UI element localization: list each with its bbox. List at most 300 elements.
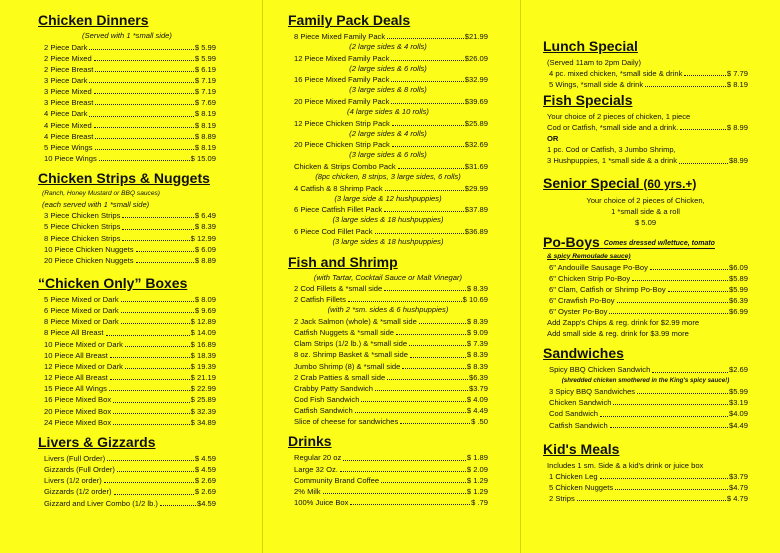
item-name: 2 Crab Patties & small side: [294, 372, 386, 382]
item-name: 2 Jack Salmon (whole) & *small side: [294, 316, 417, 326]
menu-item: [288, 139, 488, 150]
section-title: Kid's Meals: [543, 440, 620, 457]
leader-dots: [684, 68, 726, 76]
item-name: 4 pc. mixed chicken, *small side & drink: [549, 69, 683, 78]
leader-dots: [355, 405, 466, 413]
menu-item: [38, 316, 216, 327]
leader-dots: [392, 139, 464, 147]
menu-item-list: [38, 42, 216, 165]
item-price: $ 8.89: [194, 131, 216, 141]
menu-item: [543, 306, 748, 317]
menu-item: [38, 464, 216, 475]
item-name: 12 Piece Mixed or Dark: [44, 361, 123, 371]
section-note: (each served with 1 *small side): [42, 199, 150, 209]
leader-dots: [645, 79, 726, 87]
item-price: $ 6.49: [194, 211, 216, 221]
leader-dots: [387, 31, 464, 39]
po-boy-addon: Add Zapp's Chips & reg. drink for $2.99 more: [547, 318, 700, 328]
leader-dots: [121, 294, 194, 302]
leader-dots: [89, 42, 193, 50]
menu-item: [288, 464, 488, 475]
item-name: 2% Milk: [294, 486, 321, 496]
menu-item-list: [38, 210, 216, 266]
item-name: 16 Piece Mixed Box: [44, 395, 112, 405]
item-name: 16 Piece Mixed Family Pack: [294, 75, 390, 85]
item-price: $ 8.19: [194, 109, 216, 119]
menu-item-list: [288, 283, 488, 427]
leader-dots: [160, 498, 196, 506]
item-name: 12 Piece Mixed Family Pack: [294, 53, 390, 63]
leader-dots: [402, 361, 466, 369]
menu-item: [288, 327, 488, 338]
leader-dots: [650, 262, 728, 270]
item-name: 3 Spicy BBQ Sandwiches: [549, 387, 636, 397]
item-price: $ 12.99: [190, 233, 216, 243]
item-price: $ 32.39: [190, 406, 216, 416]
item-name: 2 Piece Dark: [44, 42, 88, 52]
menu-item: [288, 452, 488, 463]
item-price: $6.39: [468, 372, 488, 382]
item-name: 15 Piece All Wings: [44, 384, 107, 394]
leader-dots: [340, 464, 466, 472]
menu-item: [288, 405, 488, 416]
item-name: 20 Piece Chicken Strip Pack: [294, 140, 390, 150]
leader-dots: [122, 221, 193, 229]
senior-line: 1 *small side & a roll: [611, 206, 680, 216]
leader-dots: [679, 155, 728, 163]
chicken-only-boxes-section: [38, 275, 216, 428]
leader-dots: [95, 97, 193, 105]
menu-item: [288, 486, 488, 497]
item-name: 1 Chicken Leg: [549, 471, 598, 481]
item-price: $ 4.49: [466, 406, 488, 416]
menu-item: [38, 131, 216, 142]
leader-dots: [398, 161, 464, 169]
livers-gizzards-section: [38, 434, 216, 509]
item-price: $26.09: [464, 53, 488, 63]
item-note: (2 large sides & 4 rolls): [349, 42, 427, 52]
menu-item: [38, 153, 216, 164]
po-boys-title-text: Po-Boys: [543, 233, 600, 250]
item-price: $ 21.19: [190, 373, 216, 383]
item-price: $32.69: [464, 140, 488, 150]
item-name: 2 Strips: [549, 494, 575, 503]
item-price: $6.39: [728, 296, 748, 306]
item-price: $39.69: [464, 96, 488, 106]
item-note: (3 large sides & 18 hushpuppies): [332, 215, 444, 225]
section-title: Fish and Shrimp: [288, 253, 398, 270]
menu-item: [288, 316, 488, 327]
leader-dots: [391, 53, 463, 61]
menu-item: [543, 262, 748, 273]
item-name: Livers (1/2 order): [44, 476, 102, 486]
item-note: (2 large sides & 6 rolls): [349, 63, 427, 73]
item-name: 10 Piece Mixed or Dark: [44, 339, 123, 349]
menu-item: [288, 183, 488, 194]
menu-item: [288, 372, 488, 383]
menu-item: [38, 361, 216, 372]
item-price: $4.09: [728, 409, 748, 419]
fish-special-offer: [543, 122, 748, 133]
menu-item: [38, 97, 216, 108]
leader-dots: [680, 122, 726, 130]
menu-item: [288, 283, 488, 294]
menu-item: [38, 221, 216, 232]
item-price: $ 6.19: [194, 64, 216, 74]
menu-item: [38, 339, 216, 350]
po-boys-title-note: Comes dressed w/lettuce, tomato: [603, 239, 715, 247]
section-title: Sandwiches: [543, 345, 624, 362]
leader-dots: [121, 305, 194, 313]
item-name: 6 Piece Mixed or Dark: [44, 306, 119, 316]
leader-dots: [385, 183, 464, 191]
item-price: $21.99: [464, 32, 488, 41]
item-price: $ 9.69: [194, 306, 216, 316]
chicken-strips-section: [38, 170, 216, 266]
item-name: 10 Piece Wings: [44, 154, 97, 164]
leader-dots: [94, 120, 194, 128]
item-name: Gizzards (1/2 order): [44, 487, 112, 497]
item-name: 8 Piece Mixed or Dark: [44, 317, 119, 327]
menu-item: [38, 394, 216, 405]
item-price: $ 2.09: [466, 464, 488, 474]
leader-dots: [384, 204, 464, 212]
leader-dots: [387, 372, 468, 380]
leader-dots: [114, 486, 194, 494]
leader-dots: [113, 394, 190, 402]
leader-dots: [343, 452, 466, 460]
item-price: $4.49: [728, 420, 748, 430]
item-price: $ 7.39: [466, 339, 488, 349]
section-note: Includes 1 sm. Side & a kid's drink or juice box: [547, 460, 704, 470]
item-name: 6" Chicken Strip Po-Boy: [549, 273, 631, 283]
fish-special-line: 1 pc. Cod or Catfish, 3 Jumbo Shrimp,: [547, 145, 676, 155]
menu-item: [543, 68, 748, 79]
leader-dots: [609, 306, 728, 314]
menu-item: [288, 416, 488, 427]
leader-dots: [95, 131, 193, 139]
item-name: 5 Piece Chicken Strips: [44, 222, 121, 232]
leader-dots: [400, 416, 470, 424]
menu-item: [38, 244, 216, 255]
menu-item: [543, 79, 748, 90]
leader-dots: [381, 475, 466, 483]
item-name: Cod or Catfish, *small side and a drink.: [547, 123, 679, 133]
item-name: Regular 20 oz: [294, 453, 342, 463]
item-price: $ 8.19: [194, 120, 216, 130]
menu-item: [288, 475, 488, 486]
menu-item: [38, 383, 216, 394]
menu-item: [288, 394, 488, 405]
item-price: $ 12.89: [190, 317, 216, 327]
item-price: $ 7.19: [194, 75, 216, 85]
leader-dots: [323, 486, 466, 494]
item-name: Large 32 Oz.: [294, 464, 338, 474]
menu-item: [288, 118, 488, 129]
item-price: $3.79: [728, 471, 748, 481]
item-name: 2 Piece Breast: [44, 64, 94, 74]
item-name: 3 Piece Chicken Strips: [44, 211, 121, 221]
leader-dots: [122, 233, 189, 241]
senior-title-text: Senior Special: [543, 174, 640, 191]
item-price: $ .50: [471, 417, 488, 427]
item-name: 24 Piece Mixed Box: [44, 417, 112, 427]
leader-dots: [391, 96, 463, 104]
item-name: Cod Fish Sandwich: [294, 394, 360, 404]
item-price: $ 4.59: [194, 453, 216, 463]
panel-fold-right: [520, 0, 521, 553]
leader-dots: [632, 273, 728, 281]
menu-item-list: [543, 471, 748, 504]
item-name: 5 Piece Wings: [44, 142, 93, 152]
item-price: $3.79: [468, 383, 488, 393]
item-price: $8.99: [728, 156, 748, 166]
leader-dots: [396, 327, 466, 335]
leader-dots: [613, 397, 728, 405]
menu-item: [288, 161, 488, 172]
senior-line: Your choice of 2 pieces of Chicken,: [586, 195, 705, 205]
menu-item: [38, 417, 216, 428]
leader-dots: [122, 210, 193, 218]
leader-dots: [136, 255, 194, 263]
section-note: (Served with 1 *small side): [82, 31, 172, 40]
leader-dots: [121, 316, 190, 324]
menu-item: [38, 53, 216, 64]
item-price: $ .79: [471, 498, 488, 508]
item-price: $ 4.79: [726, 494, 748, 503]
menu-item-list: [38, 294, 216, 428]
menu-item: [38, 406, 216, 417]
item-name: 4 Piece Mixed: [44, 120, 92, 130]
or-divider: OR: [547, 134, 559, 144]
section-note: & spicy Remoulade sauce): [547, 252, 631, 260]
item-price: $ 14.09: [190, 328, 216, 338]
menu-item: [543, 493, 748, 504]
leader-dots: [409, 338, 466, 346]
section-title: Chicken Dinners: [38, 12, 149, 28]
item-price: $ 8.89: [194, 255, 216, 265]
leader-dots: [350, 497, 470, 505]
leader-dots: [600, 471, 728, 479]
fish-special-line: Your choice of 2 pieces of chicken, 1 piece: [547, 112, 691, 122]
item-name: Crabby Patty Sandwich: [294, 383, 373, 393]
item-note: (8pc chicken, 8 strips, 3 large sides, 6 rolls): [315, 172, 461, 182]
section-title: Lunch Special: [543, 38, 638, 54]
senior-special-section: [543, 175, 748, 228]
menu-item: [38, 350, 216, 361]
item-price: $ 8.39: [466, 350, 488, 360]
item-price: $4.79: [728, 482, 748, 492]
drinks-section: [288, 433, 488, 508]
menu-item: [288, 383, 488, 394]
item-note: (with 2 *sm. sides & 6 hushpuppies): [327, 305, 449, 315]
item-name: Catfish Sandwich: [294, 406, 353, 416]
menu-item-list: [543, 68, 748, 90]
item-price: $ 8.19: [726, 80, 748, 90]
fish-special-offer: [543, 155, 748, 166]
item-price: $ 1.29: [466, 475, 488, 485]
section-note: (Served 11am to 2pm Daily): [547, 58, 641, 67]
fish-specials-section: [543, 92, 748, 166]
item-note: (shredded chicken smothered in the King's spicy sauce!): [561, 376, 730, 384]
leader-dots: [668, 284, 728, 292]
item-price: $6.99: [728, 307, 748, 317]
item-price: $ 25.89: [190, 395, 216, 405]
item-name: 8 oz. Shrimp Basket & *small side: [294, 350, 408, 360]
leader-dots: [577, 493, 726, 501]
senior-price: $ 5.09: [634, 217, 657, 227]
menu-item: [288, 294, 488, 305]
item-name: Cod Sandwich: [549, 409, 598, 419]
item-price: $ 1.89: [466, 453, 488, 463]
item-name: Clam Strips (1/2 lb.) & *small side: [294, 339, 408, 349]
item-name: 12 Piece Chicken Strip Pack: [294, 118, 390, 128]
section-title: [543, 234, 748, 252]
menu-item: [38, 75, 216, 86]
item-price: $ 7.69: [194, 98, 216, 108]
menu-column-left: [38, 6, 216, 509]
menu-item: [543, 386, 748, 397]
section-title: Drinks: [288, 433, 332, 450]
section-title: Chicken Strips & Nuggets: [38, 170, 210, 187]
item-name: Catfish Nuggets & *small side: [294, 328, 395, 338]
menu-item: [38, 453, 216, 464]
item-name: 4 Catfish & 8 Shrimp Pack: [294, 183, 383, 193]
panel-fold-left: [262, 0, 263, 553]
item-price: $ 7.79: [726, 69, 748, 78]
menu-item: [38, 210, 216, 221]
item-note: (3 large sides & 6 rolls): [349, 150, 427, 160]
menu-item: [38, 305, 216, 316]
leader-dots: [95, 64, 193, 72]
leader-dots: [361, 394, 465, 402]
leader-dots: [110, 372, 190, 380]
leader-dots: [94, 53, 194, 61]
item-price: $3.19: [728, 398, 748, 408]
item-price: $5.99: [728, 387, 748, 397]
menu-item: [288, 74, 488, 85]
leader-dots: [109, 383, 190, 391]
item-price: $ 1.29: [466, 486, 488, 496]
item-price: $ 15.09: [190, 154, 216, 164]
leader-dots: [610, 420, 728, 428]
item-note: (3 large side & 12 hushpuppies): [334, 193, 442, 203]
leader-dots: [117, 464, 194, 472]
menu-item: [288, 226, 488, 237]
item-name: Livers (Full Order): [44, 453, 106, 463]
item-name: Gizzard and Liver Combo (1/2 lb.): [44, 498, 158, 508]
leader-dots: [637, 386, 728, 394]
leader-dots: [95, 142, 194, 150]
menu-item-list: [288, 31, 488, 248]
menu-item: [288, 497, 488, 508]
item-price: $ 34.89: [190, 417, 216, 427]
item-price: $ 5.99: [194, 53, 216, 63]
item-price: $4.59: [196, 498, 216, 508]
section-title: Livers & Gizzards: [38, 433, 156, 450]
item-note: (4 large sides & 10 rolls): [347, 107, 429, 117]
item-price: $ 9.09: [466, 328, 488, 338]
item-note: (2 large sides & 4 rolls): [349, 128, 427, 138]
item-price: $36.89: [464, 226, 488, 236]
menu-item: [288, 349, 488, 360]
item-name: 5 Piece Mixed or Dark: [44, 295, 119, 304]
leader-dots: [384, 283, 466, 291]
kids-meals-section: [543, 441, 748, 504]
chicken-dinners-section: [38, 12, 216, 164]
item-price: $ 5.99: [194, 42, 216, 52]
section-title: Family Pack Deals: [288, 12, 411, 28]
item-name: Catfish Sandwich: [549, 420, 608, 430]
menu-item: [38, 42, 216, 53]
item-name: 3 Piece Dark: [44, 75, 88, 85]
leader-dots: [392, 118, 464, 126]
menu-item: [38, 86, 216, 97]
item-name: 2 Catfish Fillets: [294, 295, 346, 305]
leader-dots: [375, 226, 464, 234]
menu-item: [38, 486, 216, 497]
leader-dots: [125, 339, 190, 347]
item-price: $5.89: [728, 273, 748, 283]
item-price: $32.99: [464, 75, 488, 85]
item-name: Chicken & Strips Combo Pack: [294, 161, 396, 171]
item-name: 10 Piece Chicken Nuggets: [44, 244, 134, 254]
leader-dots: [125, 361, 190, 369]
menu-item: [543, 471, 748, 482]
menu-column-right: [543, 32, 748, 504]
sandwiches-section: [543, 345, 748, 430]
menu-item: [38, 372, 216, 383]
po-boys-section: [543, 234, 748, 340]
item-name: 2 Cod Fillets & *small side: [294, 284, 383, 294]
menu-item-list: [543, 262, 748, 318]
item-price: $25.89: [464, 118, 488, 128]
item-name: 20 Piece Mixed Family Pack: [294, 96, 390, 106]
menu-item: [543, 397, 748, 408]
menu-item: [38, 255, 216, 266]
item-name: 20 Piece Mixed Box: [44, 406, 112, 416]
item-name: Slice of cheese for sandwiches: [294, 417, 399, 427]
leader-dots: [89, 108, 193, 116]
leader-dots: [375, 383, 468, 391]
leader-dots: [113, 417, 190, 425]
menu-item: [288, 361, 488, 372]
fish-shrimp-section: [288, 254, 488, 428]
item-price: $29.99: [464, 183, 488, 193]
item-price: $ 16.89: [190, 339, 216, 349]
leader-dots: [110, 350, 190, 358]
menu-item: [288, 31, 488, 42]
item-name: 3 Piece Mixed: [44, 87, 92, 97]
item-price: $ 7.19: [194, 87, 216, 97]
menu-item-list: [543, 364, 748, 430]
item-name: 4 Piece Dark: [44, 109, 88, 119]
item-name: 6" Andouille Sausage Po-Boy: [549, 262, 648, 272]
leader-dots: [419, 316, 466, 324]
menu-item: [38, 327, 216, 338]
menu-item: [38, 233, 216, 244]
item-price: $ 8.09: [194, 295, 216, 304]
menu-item: [543, 273, 748, 284]
section-note: (Ranch, Honey Mustard or BBQ sauces): [42, 190, 161, 198]
item-price: $ 8.39: [194, 222, 216, 232]
menu-item-list: [38, 453, 216, 509]
menu-item: [543, 482, 748, 493]
menu-item: [288, 53, 488, 64]
menu-item: [543, 408, 748, 419]
menu-item: [38, 108, 216, 119]
item-price: $5.99: [728, 284, 748, 294]
